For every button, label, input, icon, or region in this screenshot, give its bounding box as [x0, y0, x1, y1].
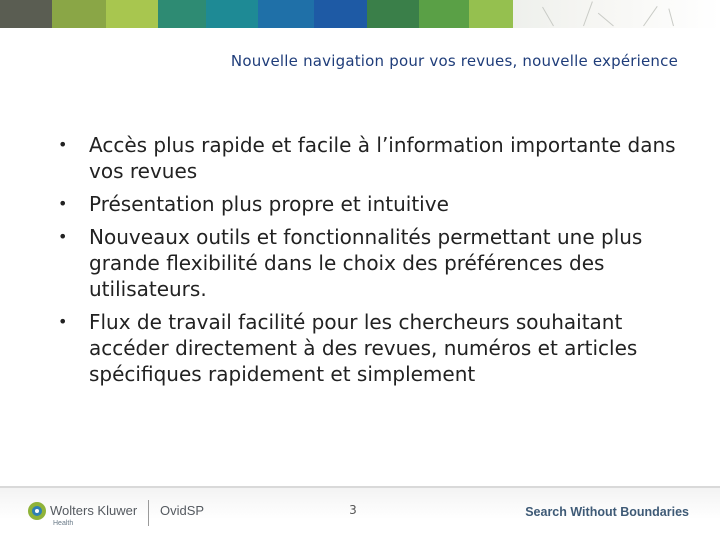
bullet-point-icon: • [58, 135, 68, 154]
bullet-list [58, 132, 708, 394]
color-segment [106, 0, 158, 28]
page-number: 3 [349, 503, 357, 517]
color-segment [258, 0, 314, 28]
footer-divider [148, 500, 149, 526]
bullet-text: Présentation plus propre et intuitive [89, 192, 449, 216]
brand-name: Wolters Kluwer [50, 503, 138, 518]
wolters-kluwer-logo-icon [27, 501, 47, 521]
color-segment [367, 0, 419, 28]
bullet-point-icon: • [58, 312, 68, 331]
bullet-point-icon: • [58, 194, 68, 213]
bullet-item [58, 309, 708, 387]
color-segment [0, 0, 52, 28]
color-segment [314, 0, 367, 28]
bullet-item [58, 191, 708, 217]
bullet-text: Nouveaux outils et fonctionnalités permettant une plus grande flexibilité dans le choix des préférences des utilisateurs. [89, 225, 643, 301]
color-segment [469, 0, 513, 28]
product-name: OvidSP [160, 503, 205, 518]
brand-subtitle: Health [53, 520, 74, 527]
slide-title: Nouvelle navigation pour vos revues, nouvelle expérience [230, 52, 678, 70]
bullet-item [58, 224, 708, 302]
bullet-item [58, 132, 708, 184]
dandelion-image [513, 0, 720, 28]
color-segment [206, 0, 258, 28]
bullet-text: Accès plus rapide et facile à l’information importante dans vos revues [89, 133, 676, 183]
color-segment [419, 0, 469, 28]
color-segment [52, 0, 106, 28]
bullet-text: Flux de travail facilité pour les chercheurs souhaitant accéder directement à des revues, numéros et articles spécifiques rapidement et simplement [89, 310, 638, 386]
bullet-point-icon: • [58, 227, 68, 246]
header-color-strip [0, 0, 720, 28]
color-segment [158, 0, 206, 28]
tagline: Search Without Boundaries [525, 505, 689, 519]
